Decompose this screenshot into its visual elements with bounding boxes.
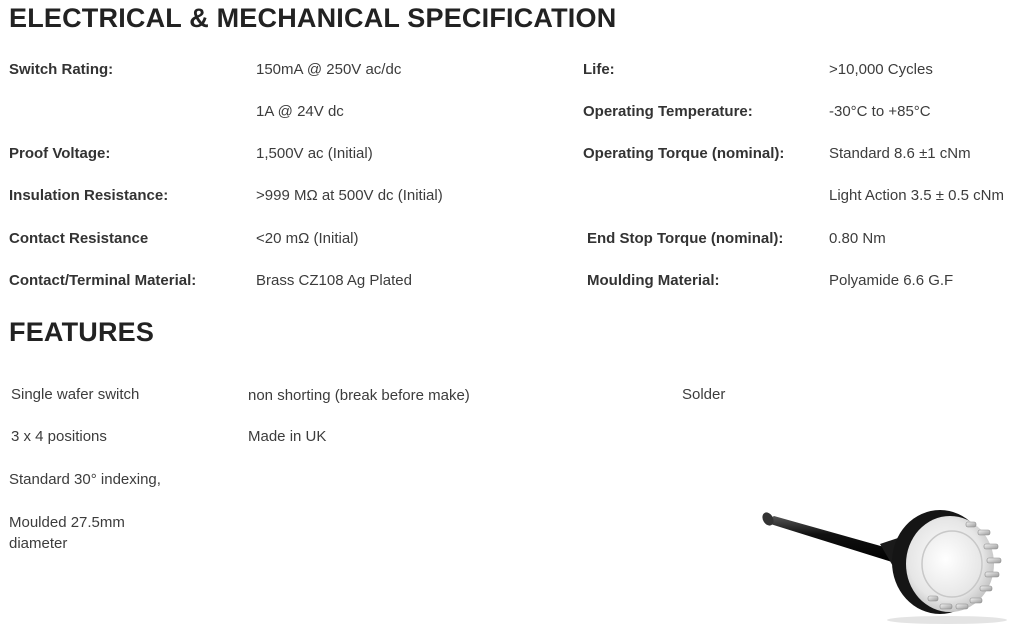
feature-item: Moulded 27.5mm diameter bbox=[9, 514, 125, 552]
spec-right-value: Standard 8.6 ±1 cNm bbox=[829, 145, 971, 162]
shaft-shape bbox=[760, 510, 902, 562]
spec-right-value: Polyamide 6.6 G.F bbox=[829, 272, 954, 289]
spec-heading: ELECTRICAL & MECHANICAL SPECIFICATION bbox=[9, 3, 617, 33]
spec-left-value: Brass CZ108 Ag Plated bbox=[256, 272, 412, 289]
feature-item: 3 x 4 positions bbox=[11, 428, 107, 445]
spec-left-label: Proof Voltage: bbox=[9, 145, 111, 162]
features-heading: FEATURES bbox=[9, 317, 155, 347]
feature-item: Solder bbox=[682, 386, 726, 403]
spec-right-label: Operating Temperature: bbox=[583, 103, 753, 120]
spec-right-label: Life: bbox=[583, 61, 615, 78]
spec-left-value: 150mA @ 250V ac/dc bbox=[256, 61, 402, 78]
rotary-switch-product-photo bbox=[752, 500, 1022, 625]
feature-item: Single wafer switch bbox=[11, 386, 140, 403]
feature-item: non shorting (break before make) bbox=[248, 387, 470, 404]
spec-left-label: Contact/Terminal Material: bbox=[9, 272, 197, 289]
spec-right-value: 0.80 Nm bbox=[829, 230, 886, 247]
spec-right-value: >10,000 Cycles bbox=[829, 61, 933, 78]
spec-right-label: Moulding Material: bbox=[587, 272, 720, 289]
spec-right-label: Operating Torque (nominal): bbox=[583, 145, 785, 162]
spec-left-label: Contact Resistance bbox=[9, 230, 149, 247]
feature-item: Standard 30° indexing, bbox=[9, 471, 161, 488]
spec-right-value: -30°C to +85°C bbox=[829, 103, 931, 120]
spec-left-value: 1,500V ac (Initial) bbox=[256, 145, 373, 162]
spec-left-label: Insulation Resistance: bbox=[9, 187, 169, 204]
spec-left-value: >999 MΩ at 500V dc (Initial) bbox=[256, 187, 443, 204]
spec-left-value: 1A @ 24V dc bbox=[256, 103, 344, 120]
spec-left-label: Switch Rating: bbox=[9, 61, 114, 78]
spec-right-value: Light Action 3.5 ± 0.5 cNm bbox=[829, 187, 1004, 204]
feature-item: Made in UK bbox=[248, 428, 327, 445]
spec-right-label: End Stop Torque (nominal): bbox=[587, 230, 784, 247]
spec-left-value: <20 mΩ (Initial) bbox=[256, 230, 359, 247]
